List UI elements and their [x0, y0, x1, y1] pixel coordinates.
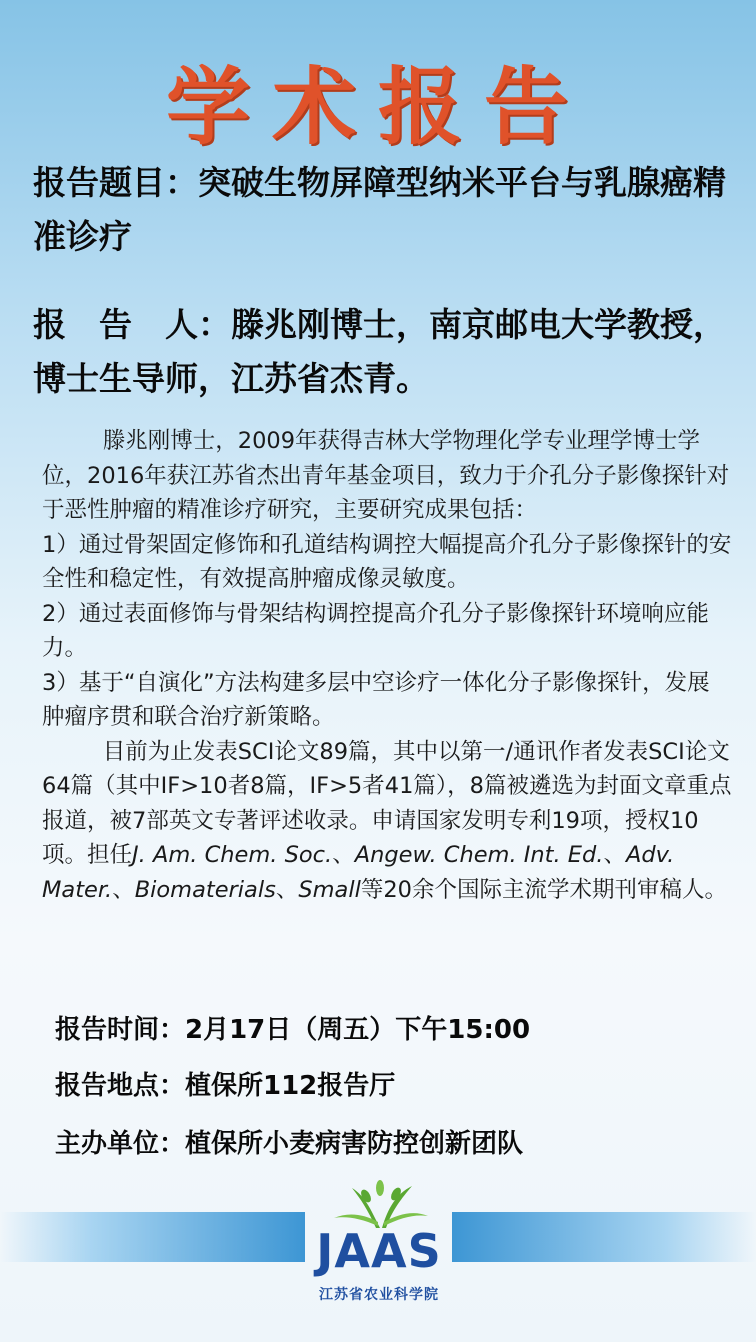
- footer-band-right: [452, 1212, 756, 1262]
- bio-publications: [42, 735, 732, 908]
- speaker-bio: [42, 424, 732, 907]
- journal-adv-mater: Adv. Mater.: [42, 842, 675, 903]
- journal-jacs: J. Am. Chem. Soc.: [132, 842, 333, 868]
- publications-text-end: 等20余个国际主流学术期刊审稿人。: [360, 876, 727, 903]
- publications-text: 目前为止发表SCI论文89篇，其中以第一/通讯作者发表SCI论文64篇（其中IF>10者8篇，IF>5者41篇），8篇被遴选为封面文章重点报道，被7部英文专著评述收录。申请国家发明专利19项，授权10项。担任: [42, 738, 732, 868]
- logo-subtitle: 江苏省农业科学院: [319, 1287, 439, 1303]
- journal-separator: 、: [275, 876, 299, 903]
- poster-title: 学术报告: [165, 57, 590, 156]
- wheat-leaves-icon: [330, 1178, 430, 1230]
- report-time: 报告时间：2月17日（周五）下午15:00: [55, 1015, 531, 1045]
- bio-point-3: 3）基于“自演化”方法构建多层中空诊疗一体化分子影像探针，发展肿瘤序贯和联合治疗新策略。: [42, 669, 710, 730]
- report-place: 报告地点：植保所112报告厅: [55, 1071, 396, 1101]
- bio-intro: 滕兆刚博士，2009年获得吉林大学物理化学专业理学博士学位，2016年获江苏省杰出青年基金项目，致力于介孔分子影像探针对于恶性肿瘤的精准诊疗研究，主要研究成果包括：: [42, 428, 730, 523]
- bio-point-1: 1）通过骨架固定修饰和孔道结构调控大幅提高介孔分子影像探针的安全性和稳定性，有效提高肿瘤成像灵敏度。: [42, 531, 732, 592]
- footer-band-left: [0, 1212, 305, 1262]
- journal-biomaterials: Biomaterials: [134, 876, 276, 903]
- report-topic: 报告题目：突破生物屏障型纳米平台与乳腺癌精准诊疗: [33, 163, 726, 256]
- report-speaker: 报 告 人：滕兆刚博士，南京邮电大学教授，博士生导师，江苏省杰青。: [33, 305, 726, 398]
- bio-point-2: 2）通过表面修饰与骨架结构调控提高介孔分子影像探针环境响应能力。: [42, 600, 709, 661]
- journal-separator: 、: [112, 876, 135, 903]
- journal-separator: 、: [332, 842, 355, 868]
- journal-angew: Angew. Chem. Int. Ed.: [354, 842, 604, 868]
- logo-text: JAAS: [316, 1224, 442, 1278]
- report-host: 主办单位：植保所小麦病害防控创新团队: [55, 1129, 524, 1159]
- journal-small: Small: [298, 876, 361, 903]
- journal-separator: 、: [603, 842, 626, 868]
- jaas-logo: [300, 1178, 458, 1318]
